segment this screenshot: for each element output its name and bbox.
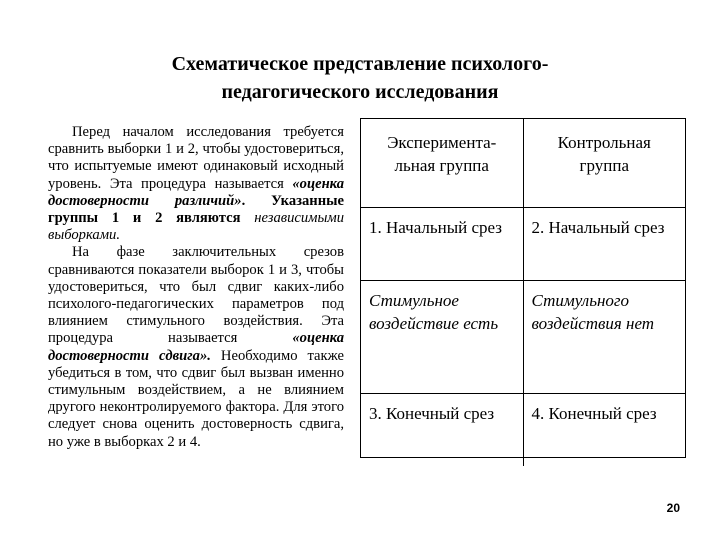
cell-experimental-final: 3. Конечный срез: [361, 394, 523, 467]
table-row-initial: [361, 208, 685, 281]
paragraph-2: [48, 244, 344, 450]
cell-control-stimulus: Стимульного воздействия нет: [523, 281, 685, 394]
paragraph-2-text-b: Необходимо также убедиться в том, что сдвиг был вызван именно стимульным воздействием, а не влиянием другого неконтролируемого фактора. Для этого следует снова оценить достоверность сдвига, но уже в выборках 2 и 4.: [48, 347, 344, 450]
term-differences-reliability: «оценка достоверности различий»: [48, 175, 344, 209]
paragraph-1: [48, 124, 344, 244]
header-experimental-group: Эксперимента-льная группа: [361, 119, 523, 208]
cell-control-final: 4. Конечный срез: [531, 404, 657, 423]
paragraph-1-text-b: . Указанные группы 1 и 2 являются: [48, 192, 344, 227]
term-shift-reliability: «оценка достоверности сдвига».: [48, 330, 344, 364]
slide-title-line-2: педагогического исследования: [221, 81, 499, 103]
term-independent-samples: независимыми выборками.: [48, 210, 344, 244]
cell-control-initial: 2. Начальный срез: [531, 218, 665, 237]
research-design-table: [360, 118, 686, 458]
cell-experimental-stimulus: Стимульное воздействие есть: [361, 281, 523, 394]
table-header-row: [361, 119, 685, 208]
header-control-group: Контрольная группа: [523, 119, 685, 208]
description-text: [48, 124, 344, 451]
slide-title-line-1: Схематическое представление психолого-: [171, 53, 549, 75]
paragraph-1-text-a: Перед началом исследования требуется сравнить выборки 1 и 2, чтобы удостовериться, что испытуемые имеют одинаковый исходный уровень. Эта процедура называется: [48, 124, 344, 192]
slide-title: [60, 50, 660, 106]
paragraph-2-text-a: На фазе заключительных срезов сравниваются показатели выборок 1 и 3, чтобы удостовериться, что был сдвиг каких-либо психолого-педагогических параметров под влиянием стимульного воздействия. Эта процедура называется: [48, 244, 344, 347]
table-row-final: [361, 394, 685, 467]
page-number: 20: [666, 501, 680, 515]
table-row-stimulus: [361, 281, 685, 394]
cell-experimental-initial: 1. Начальный срез: [361, 208, 523, 281]
